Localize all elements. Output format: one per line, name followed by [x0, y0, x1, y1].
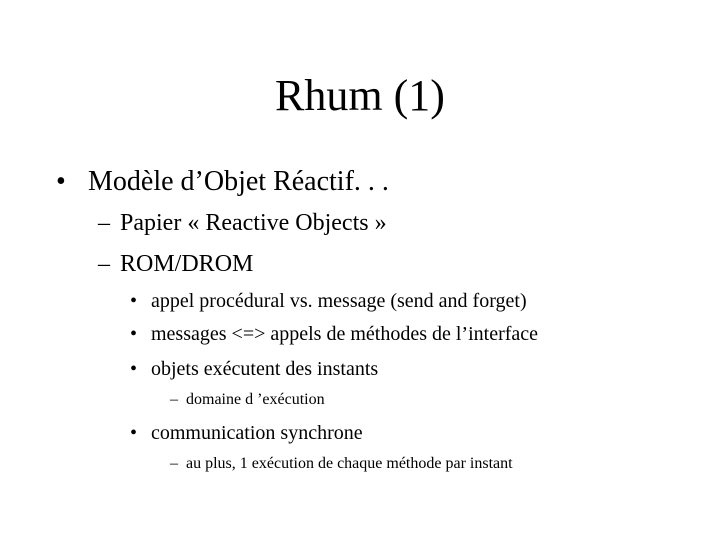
slide-title: Rhum (1) [275, 71, 445, 120]
bullet-text: ROM/DROM [120, 251, 254, 277]
bullet-text: messages <=> appels de méthodes de l’interface [151, 323, 539, 345]
bullet-text: objets exécutent des instants [151, 358, 379, 380]
dash-marker: – [98, 210, 110, 236]
bullet-marker: • [130, 422, 138, 444]
bullet-marker: • [56, 166, 66, 197]
bullet-text: domaine d ’exécution [186, 391, 325, 408]
bullet-level3-communication [130, 421, 363, 445]
bullet-text: Papier « Reactive Objects » [120, 210, 387, 236]
dash-marker: – [98, 251, 110, 277]
dash-marker: – [170, 391, 178, 408]
bullet-level2-papier [98, 209, 387, 237]
bullet-level4-au-plus [170, 454, 513, 474]
bullet-text: Modèle d’Objet Réactif. . . [88, 166, 389, 197]
bullet-marker: • [130, 358, 138, 380]
bullet-marker: • [130, 290, 138, 312]
bullet-level3-messages [130, 322, 538, 346]
bullet-level2-rom-drom [98, 250, 253, 278]
bullet-level1-objet-reactif [56, 166, 389, 198]
bullet-level4-domaine [170, 390, 325, 410]
bullet-text: appel procédural vs. message (send and forget) [151, 290, 527, 312]
bullet-level3-appel-procedural [130, 289, 527, 313]
bullet-level3-objets-executent [130, 357, 378, 381]
bullet-marker: • [130, 323, 138, 345]
bullet-text: communication synchrone [151, 422, 363, 444]
dash-marker: – [170, 455, 178, 472]
bullet-text: au plus, 1 exécution de chaque méthode par instant [186, 455, 513, 472]
